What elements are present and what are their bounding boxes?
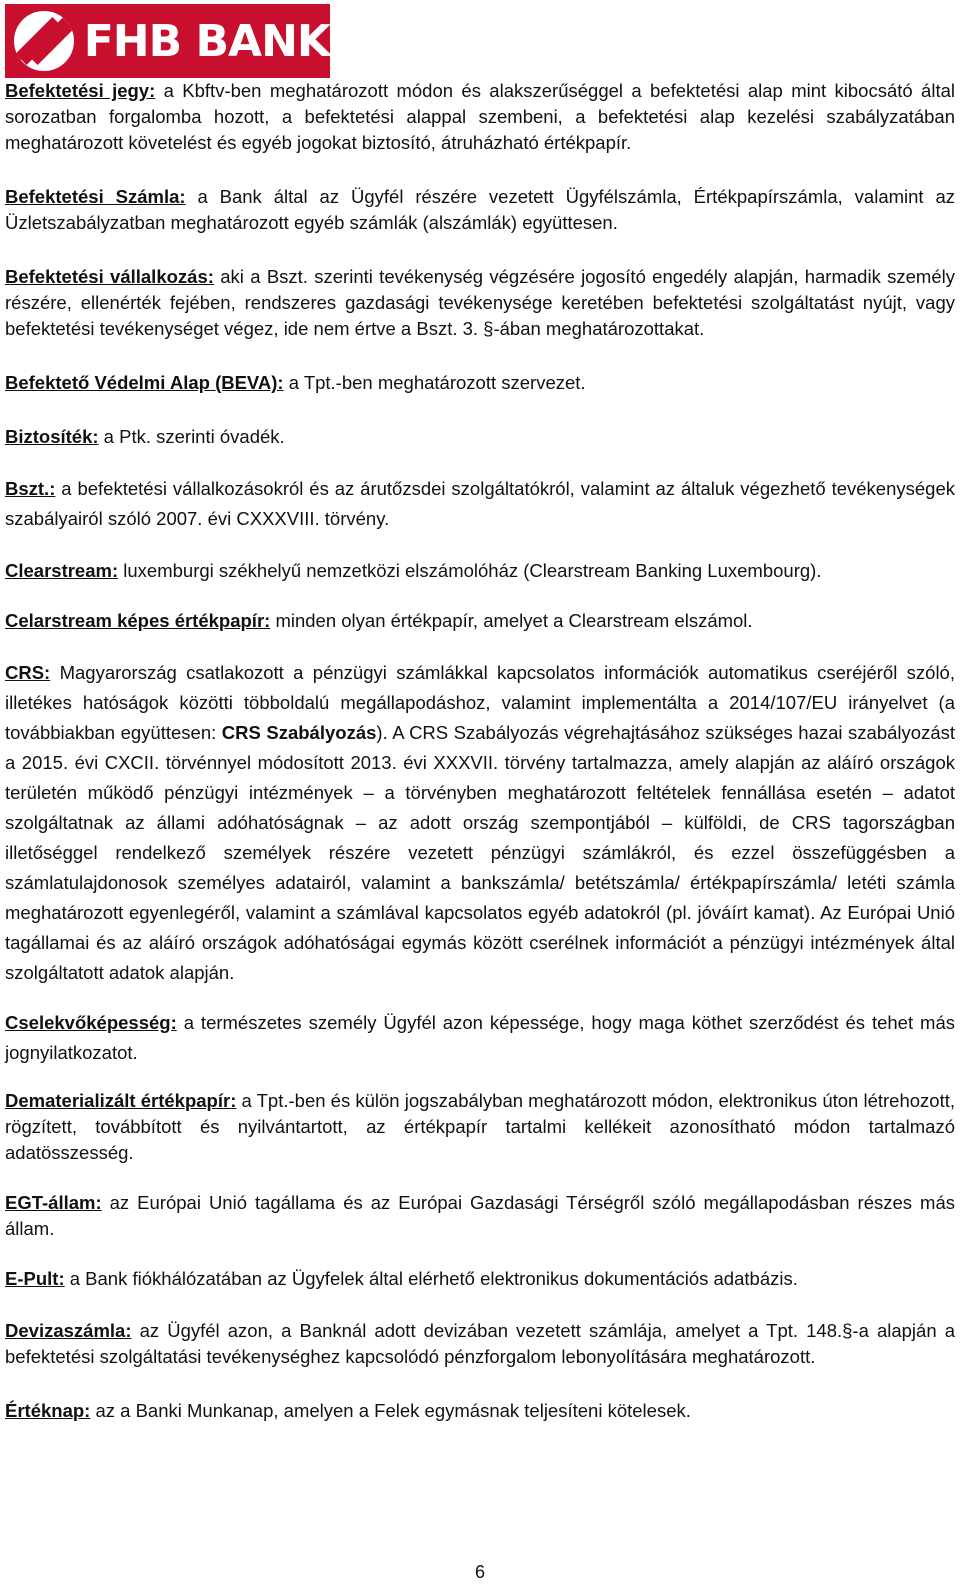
- definition-text: a Kbftv-ben meghatározott módon és alakszerűséggel a befektetési alap mint kibocsátó által sorozatban forgalomba hozott, a befektetési alappal szembeni, a befektetési alap kezelési szabályzatában meghatározott követelést és egyéb jogokat biztosító, átruházható értékpapír.: [5, 80, 955, 153]
- definition-term: E-Pult:: [5, 1268, 65, 1289]
- definition-text: luxemburgi székhelyű nemzetközi elszámolóház (Clearstream Banking Luxembourg).: [118, 560, 822, 581]
- definition-term: Befektetési jegy:: [5, 80, 156, 101]
- definition-term: Devizaszámla:: [5, 1320, 132, 1341]
- definition-text: minden olyan értékpapír, amelyet a Clearstream elszámol.: [270, 610, 753, 631]
- definition-clearstream: [5, 558, 955, 584]
- definition-text: az Európai Unió tagállama és az Európai Gazdasági Térségről szóló megállapodásban részes más állam.: [5, 1192, 955, 1239]
- fhb-logo-icon: [14, 11, 74, 71]
- definition-dematerializalt-ertekpapir: [5, 1088, 955, 1166]
- logo-text: FHB BANK: [83, 15, 330, 67]
- definition-term: Dematerializált értékpapír:: [5, 1090, 237, 1111]
- definition-text: a természetes személy Ügyfél azon képessége, hogy maga köthet szerződést és tehet más jognyilatkozatot.: [5, 1012, 955, 1063]
- definition-bold-text: CRS Szabályozás: [221, 722, 377, 743]
- definition-text: a Bank által az Ügyfél részére vezetett Ügyfélszámla, Értékpapírszámla, valamint az Üzletszabályzatban meghatározott egyéb számlák (alszámlák) együttesen.: [5, 186, 955, 233]
- definition-text: Magyarország csatlakozott a pénzügyi számlákkal kapcsolatos információk automatikus cseréjéről szóló, illetékes hatóságok közötti többoldalú megállapodáshoz, valamint implementálta a 2014/107/EU irányelvet (a továbbiakban együttesen:: [5, 662, 955, 743]
- definition-text: a Tpt.-ben meghatározott szervezet.: [283, 372, 586, 393]
- definition-term: Befektető Védelmi Alap (BEVA):: [5, 372, 284, 393]
- definition-term: EGT-állam:: [5, 1192, 102, 1213]
- definition-e-pult: [5, 1266, 955, 1292]
- definition-text-continued: ). A CRS Szabályozás végrehajtásához szükséges hazai szabályozást a 2015. évi CXCII. törvénnyel módosított 2013. évi XXXVII. törvény tartalmazza, amely alapján az aláíró országok területén működő pénzügyi intézmények – a törvényben meghatározott feltételek fennállása esetén – adatot szolgáltatnak az állami adóhatóságnak – az adott ország szempontjából – külföldi, de CRS tagországban illetőséggel rendelkező személyek részére vezetett pénzügyi számlákról, és ezzel összefüggésben a számlatulajdonosok személyes adatairól, valamint a bankszámla/ betétszámla/ értékpapírszámla/ letéti számla meghatározott egyenlegéről, valamint a számlával kapcsolatos egyéb adatokról (pl. jóváírt kamat). Az Európai Unió tagállamai és az aláíró országok adóhatóságai egymás között cserélnek információt a pénzügyi intézmények által szolgáltatott adatok alapján.: [5, 722, 955, 983]
- definition-befektetesi-vallalkozas: [5, 264, 955, 342]
- definition-term: Biztosíték:: [5, 426, 99, 447]
- definition-text: a Tpt.-ben és külön jogszabályban meghatározott módon, elektronikus úton létrehozott, rögzített, továbbított és nyilvántartott, az értékpapír tartalmi kellékeit azonosítható módon tartalmazó adatösszesség.: [5, 1090, 955, 1163]
- definition-term: CRS:: [5, 662, 51, 683]
- definition-befektetesi-szamla: [5, 184, 955, 236]
- definitions-list: [5, 78, 955, 1424]
- definition-term: Cselekvőképesség:: [5, 1012, 177, 1033]
- fhb-bank-logo: [5, 4, 330, 78]
- definition-bszt: [5, 474, 955, 534]
- definition-biztositek: [5, 424, 955, 450]
- definition-text: a Bank fiókhálózatában az Ügyfelek által elérhető elektronikus dokumentációs adatbázis.: [64, 1268, 798, 1289]
- definition-celarstream-kepes-ertekpapir: [5, 608, 955, 634]
- definition-erteknap: [5, 1398, 955, 1424]
- definition-text: a befektetési vállalkozásokról és az árutőzsdei szolgáltatókról, valamint az általuk végezhető tevékenységek szabályairól szóló 2007. évi CXXXVIII. törvény.: [5, 478, 955, 529]
- definition-term: Celarstream képes értékpapír:: [5, 610, 271, 631]
- definition-cselekvokepesseg: [5, 1008, 955, 1068]
- definition-text: a Ptk. szerinti óvadék.: [98, 426, 285, 447]
- definition-term: Befektetési Számla:: [5, 186, 186, 207]
- definition-devizaszamla: [5, 1318, 955, 1370]
- definition-crs: [5, 658, 955, 988]
- definition-beva: [5, 370, 955, 396]
- definition-term: Értéknap:: [5, 1400, 91, 1421]
- definition-term: Bszt.:: [5, 478, 56, 499]
- definition-text: az Ügyfél azon, a Banknál adott devizában vezetett számlája, amelyet a Tpt. 148.§-a alapján a befektetési szolgáltatási tevékenységhez kapcsolódó pénzforgalom lebonyolítására meghatározott.: [5, 1320, 955, 1367]
- definition-befektetesi-jegy: [5, 78, 955, 156]
- definition-term: Befektetési vállalkozás:: [5, 266, 214, 287]
- page-number: 6: [474, 1562, 485, 1582]
- definition-text: aki a Bszt. szerinti tevékenység végzésére jogosító engedély alapján, harmadik személy részére, ellenérték fejében, rendszeres gazdasági tevékenysége keretében befektetési szolgáltatást nyújt, vagy befektetési tevékenységet végez, ide nem értve a Bszt. 3. §-ában meghatározottakat.: [5, 266, 955, 339]
- definition-text: az a Banki Munkanap, amelyen a Felek egymásnak teljesíteni kötelesek.: [90, 1400, 691, 1421]
- definition-egt-allam: [5, 1190, 955, 1242]
- definition-term: Clearstream:: [5, 560, 119, 581]
